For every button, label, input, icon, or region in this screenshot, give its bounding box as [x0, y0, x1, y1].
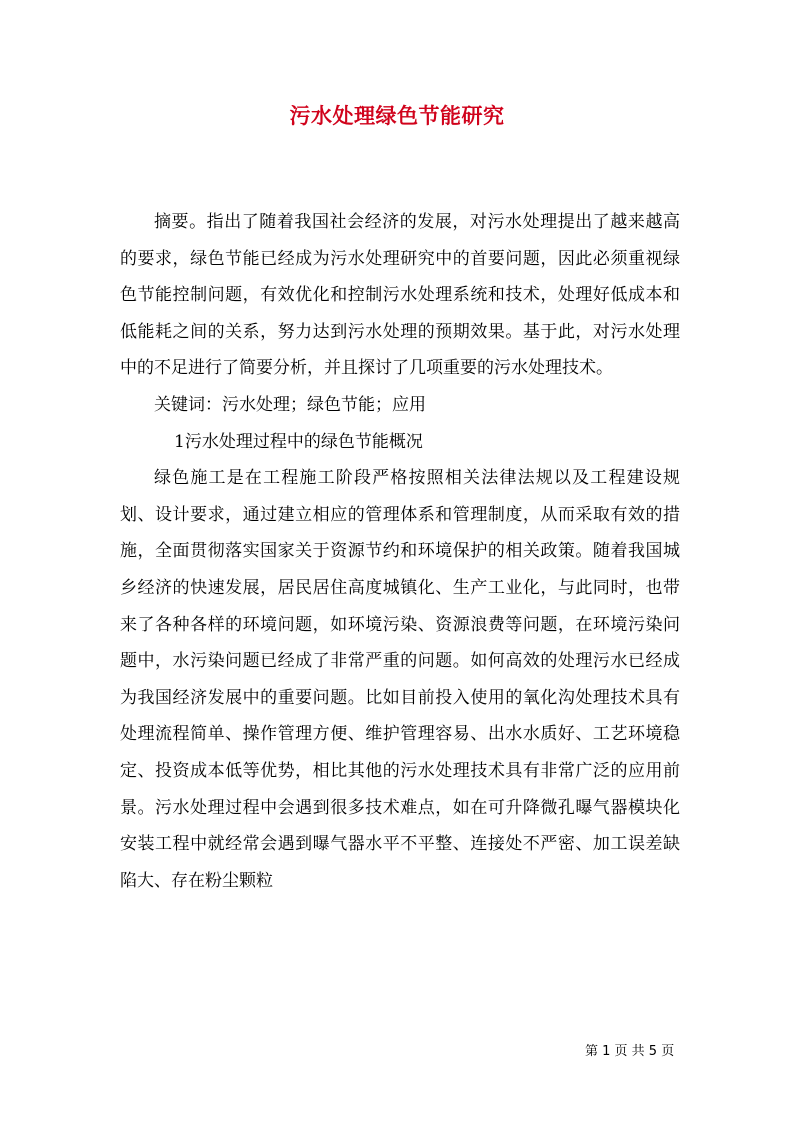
- document-title: 污水处理绿色节能研究: [289, 103, 505, 128]
- body-paragraph: 绿色施工是在工程施工阶段严格按照相关法律法规以及工程建设规划、设计要求，通过建立相应的管理体系和管理制度，从而采取有效的措施，全面贯彻落实国家关于资源节约和环境保护的相关政策。随着我国城乡经济的快速发展，居民居住高度城镇化、生产工业化，与此同时，也带来了各种各样的环境问题，如环境污染、资源浪费等问题，在环境污染问题中，水污染问题已经成了非常严重的问题。如何高效的处理污水已经成为我国经济发展中的重要问题。比如目前投入使用的氧化沟处理技术具有处理流程简单、操作管理方便、维护管理容易、出水水质好、工艺环境稳定、投资成本低等优势，相比其他的污水处理技术具有非常广泛的应用前景。污水处理过程中会遇到很多技术难点，如在可升降微孔曝气器模块化安装工程中就经常会遇到曝气器水平不平整、连接处不严密、加工误差缺陷大、存在粉尘颗粒: [120, 468, 680, 891]
- document-body: [120, 204, 680, 899]
- section-heading: 1污水处理过程中的绿色节能概况: [174, 431, 423, 452]
- page-number-footer: 第 1 页 共 5 页: [585, 1044, 675, 1059]
- keywords-paragraph: 关键词：污水处理；绿色节能；应用: [154, 394, 426, 415]
- abstract-paragraph: 摘要。指出了随着我国社会经济的发展，对污水处理提出了越来越高的要求，绿色节能已经成为污水处理研究中的首要问题，因此必须重视绿色节能控制问题，有效优化和控制污水处理系统和技术，处理好低成本和低能耗之间的关系，努力达到污水处理的预期效果。基于此，对污水处理中的不足进行了简要分析，并且探讨了几项重要的污水处理技术。: [120, 212, 680, 379]
